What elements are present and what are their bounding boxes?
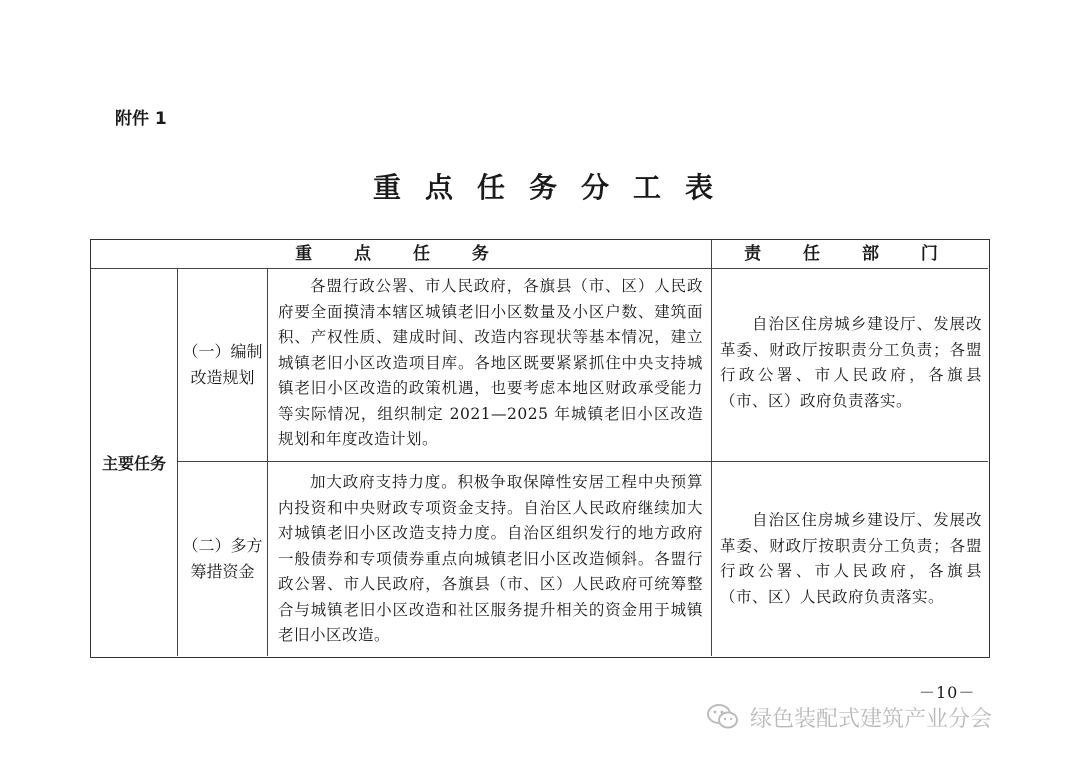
row-content-planning: 各盟行政公署、市人民政府，各旗县（市、区）人民政府要全面摸清本辖区城镇老旧小区数量及小区户数、建筑面积、产权性质、建成时间、改造内容现状等基本情况，建立城镇老旧小区改造项目库。各地区既要紧紧抓住中央支持城镇老旧小区改造的政策机遇，也要考虑本地区财政承受能力等实际情况，组织制定 2021—2025 年城镇老旧小区改造规划和年度改造计划。 xyxy=(278,277,703,448)
wechat-icon xyxy=(706,702,740,732)
attachment-label: 附件 1 xyxy=(115,109,167,129)
watermark-text: 绿色装配式建筑产业分会 xyxy=(750,706,993,732)
header-task: 重 点 任 务 xyxy=(295,244,507,264)
row-dept-funding: 自治区住房城乡建设厅、发展改革委、财政厅按职责分工负责；各盟行政公署、市人民政府，各旗县（市、区）人民政府负责落实。 xyxy=(720,511,982,606)
task-table xyxy=(90,239,990,658)
page-number: －10－ xyxy=(919,683,976,702)
row-label-funding: （二）多方筹措资金 xyxy=(182,536,263,581)
group-label: 主要任务 xyxy=(101,453,166,473)
page-title: 重点任务分工表 xyxy=(372,171,737,204)
row-divider xyxy=(177,461,988,462)
row-label-planning: （一）编制改造规划 xyxy=(182,341,263,387)
row-content-funding: 加大政府支持力度。积极争取保障性安居工程中央预算内投资和中央财政专项资金支持。自治区人民政府继续加大对城镇老旧小区改造支持力度。自治区组织发行的地方政府一般债券和专项债券重点向城镇老旧小区改造倾斜。各盟行政公署、市人民政府，各旗县（市、区）人民政府可统筹整合与城镇老旧小区改造和社区服务提升相关的资金用于城镇老旧小区改造。 xyxy=(278,473,703,644)
watermark xyxy=(706,700,992,734)
row-dept-planning: 自治区住房城乡建设厅、发展改革委、财政厅按职责分工负责；各盟行政公署、市人民政府，各旗县（市、区）政府负责落实。 xyxy=(720,315,982,410)
header-dept: 责 任 部 门 xyxy=(744,244,956,264)
